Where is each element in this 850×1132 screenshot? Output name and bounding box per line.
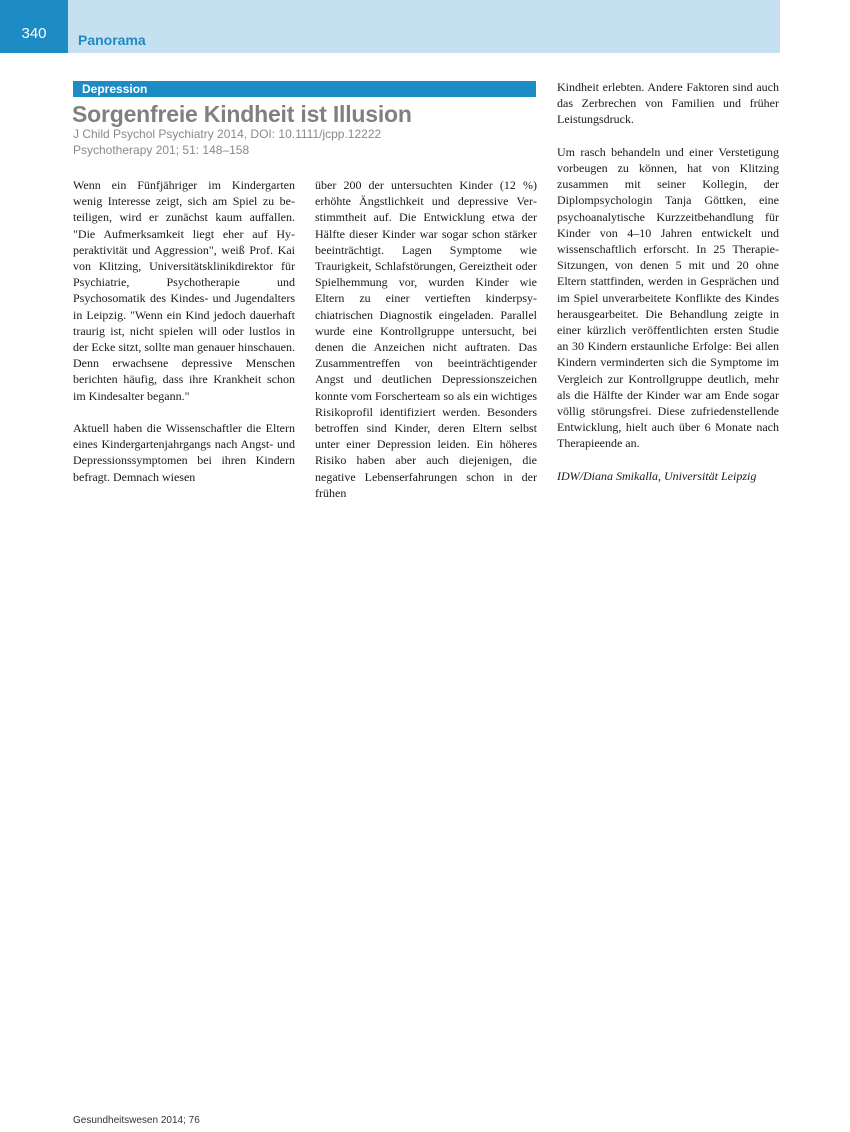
paragraph: Wenn ein Fünfjähriger im Kindergarten wenig Interesse zeigt, sich am Spiel zu beteiligen, wird er zunächst kaum auffallen. "Die Aufmerksamkeit liegt eher auf Hyperaktivität und Aggression", weiß Prof. Kai von Klitzing, Universitätsklinikdirektor für Psychiatrie, Psychotherapie und Psychosomatik des Kindes- und Jugendalters in Leipzig. "Wenn ein Kind jedoch dauerhaft traurig ist, nicht spielen will oder lustlos in der Ecke sitzt, sollte man genauer hinschauen. Denn erwachsene depressive Menschen berichten häufig, dass ihre Krankheit schon im Kindesalter begann." <box>73 178 295 403</box>
journal-footer: Gesundheitswesen 2014; 76 <box>73 1115 200 1126</box>
text-column-2 <box>315 177 537 501</box>
citation-line-1: J Child Psychol Psychiatry 2014, DOI: 10.1111/jcpp.12222 <box>73 127 382 141</box>
section-name: Panorama <box>78 32 146 48</box>
paragraph: Aktuell haben die Wissenschaftler die Eltern eines Kindergartenjahrgangs nach Angst- und Depressionssymptomen bei ihren Kindern befragt. Demnach wiesen <box>73 421 295 484</box>
citation-line-2: Psychotherapy 201; 51: 148–158 <box>73 143 250 157</box>
text-column-1 <box>73 177 295 485</box>
paragraph: Um rasch behandeln und einer Verstetigung vorbeugen zu können, hat von Klitzing zusammen mit seiner Kollegin, der Diplompsychologin Tanja Göttken, eine psychoanalytische Kurzzeitbehandlung für Kinder von 4–10 Jahren entwickelt und wissenschaftlich erforscht. In 25 Therapie-Sitzungen, von denen 5 mit und 20 ohne Eltern stattfinden, werden in Gesprächen und im Spiel unverarbeitete Konflikte des Kindes herausgearbeitet. Die Behandlung zeigte in einer kürzlich veröffentlichten ersten Studie an 30 Kindern erstaunliche Erfolge: Bei allen Kindern verminderten sich die Symptome im Vergleich zur Kontrollgruppe deutlich, mehr als die Hälfte der Kinder war am Ende sogar völlig störungsfrei. Diese zufriedenstellende Entwicklung, hielt auch über 6 Monate nach Therapieende an. <box>557 144 779 451</box>
article-title: Sorgenfreie Kindheit ist Illusion <box>72 101 412 127</box>
paragraph: über 200 der untersuchten Kinder (12 %) erhöhte Ängstlichkeit und depressive Verstimmtheit auf. Die Entwicklung etwa der Hälfte dieser Kinder war sogar schon stärker beeinträchtigt. Lagen Symptome wie Traurigkeit, Schlafstörungen, Gereiztheit oder Spielhemmung vor, wurden Kinder wie Eltern zu einer vertieften kinderpsychiatrischen Diagnostik eingeladen. Parallel wurde eine Kontrollgruppe untersucht, bei denen die Anzeichen nicht auftraten. Das Zusammentreffen von beeinträchtigender Angst und deutlichen Depressionszeichen konnte vom Forscherteam so als ein wichtiges Risikoprofil identifiziert werden. Besonders betroffen sind Kinder, deren Eltern selbst unter einer Depression leiden. Ein höheres Risiko haben aber auch diejenigen, die negative Lebenserfahrungen schon in der frühen <box>315 178 537 500</box>
paragraph: Kindheit erlebten. Andere Faktoren sind auch das Zerbrechen von Familien und früher Leistungsdruck. <box>557 80 779 127</box>
category-label: Depression <box>73 81 536 97</box>
author-credit: IDW/Diana Smikalla, Universität Leipzig <box>557 468 757 483</box>
text-column-3 <box>557 79 779 484</box>
page-number: 340 <box>0 0 68 53</box>
